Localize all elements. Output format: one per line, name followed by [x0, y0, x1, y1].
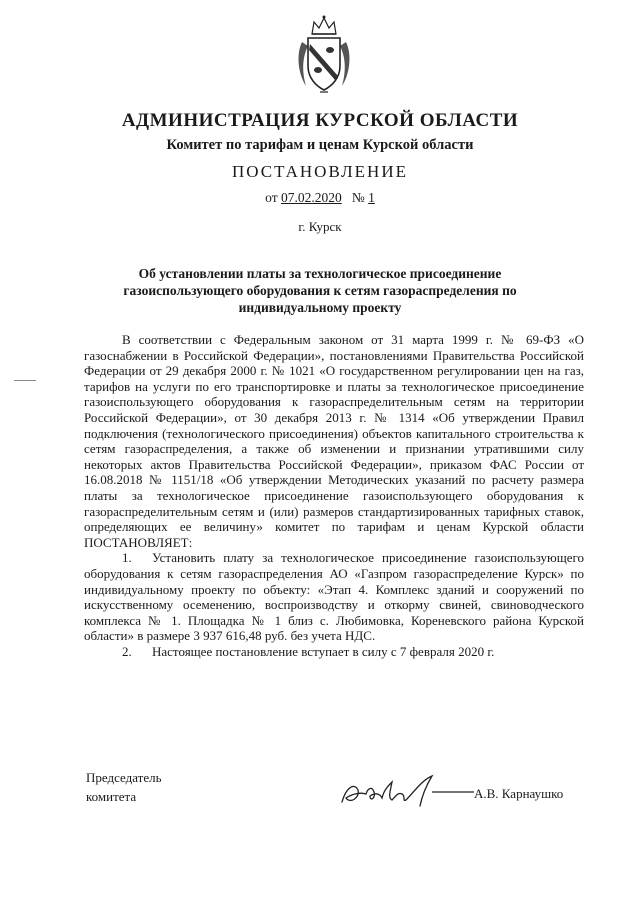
item-number: 2. [122, 643, 132, 659]
handwritten-signature [336, 768, 476, 814]
item-number: 1. [122, 550, 132, 566]
item-text: Установить плату за технологическое присоединение газоиспользующего оборудования к сетям газораспределения АО «Газпром газораспределение Курск» по индивидуальному проекту по объекту: «Этап 4. Комплекс зданий и сооружений по искусственному осеменению, воспроизводству и откорму свиней, свиноводческого комплекса № 1. Площадка № 1 близ с. Любимовка, Кореневского района Курской области» в размере 3 937 616,48 руб. без учета НДС. [84, 550, 584, 644]
date-number-line [0, 190, 640, 206]
list-item [84, 550, 584, 644]
signer-title [86, 768, 162, 806]
city: г. Курск [298, 219, 342, 234]
coat-of-arms-icon [296, 14, 352, 98]
organization-title: АДМИНИСТРАЦИЯ КУРСКОЙ ОБЛАСТИ [121, 110, 519, 131]
signer-name: А.В. Карнаушко [474, 786, 564, 801]
document-date: 07.02.2020 [280, 190, 342, 205]
document-subject: Об установлении платы за технологическое присоединение газоиспользующего оборудования к сетям газораспределения по индивидуальному проекту [123, 266, 517, 315]
preamble-paragraph: В соответствии с Федеральным законом от 31 марта 1999 г. № 69-ФЗ «О газоснабжении в Российской Федерации», постановлениями Правительства Российской Федерации от 29 декабря 2000 г. № 1021 «О государственном регулировании цен на газ, тарифов на услуги по его транспортировке и платы за технологическое присоединение газоиспользующего оборудования к газораспределительным сетям на территории Российской Федерации», от 30 декабря 2013 г. № 1314 «Об утверждении Правил подключения (технологического присоединения) объектов капитального строительства к сетям газораспределения, а также об изменении и признании утратившими силу некоторых актов Правительства Российской Федерации», приказом ФАС России от 16.08.2018 № 1151/18 «Об утверждении Методических указаний по расчету размера платы за технологическое присоединение газоиспользующего оборудования к газораспределительным сетям и (или) размеров стандартизированных тарифных ставок, определяющих ее величину» комитет по тарифам и ценам Курской области ПОСТАНОВЛЯЕТ: [84, 332, 584, 550]
date-prefix: от [265, 190, 278, 205]
list-item [84, 644, 584, 660]
item-text: Настоящее постановление вступает в силу с 7 февраля 2020 г. [152, 643, 495, 659]
number-prefix: № [351, 190, 365, 205]
committee-name: Комитет по тарифам и ценам Курской области [166, 137, 474, 153]
document-body [84, 332, 584, 659]
signer-title-line1: Председатель [86, 770, 162, 785]
margin-mark [14, 380, 36, 382]
signer-title-line2: комитета [86, 789, 137, 804]
document-number: 1 [368, 190, 375, 205]
document-type: ПОСТАНОВЛЕНИЕ [231, 162, 408, 181]
